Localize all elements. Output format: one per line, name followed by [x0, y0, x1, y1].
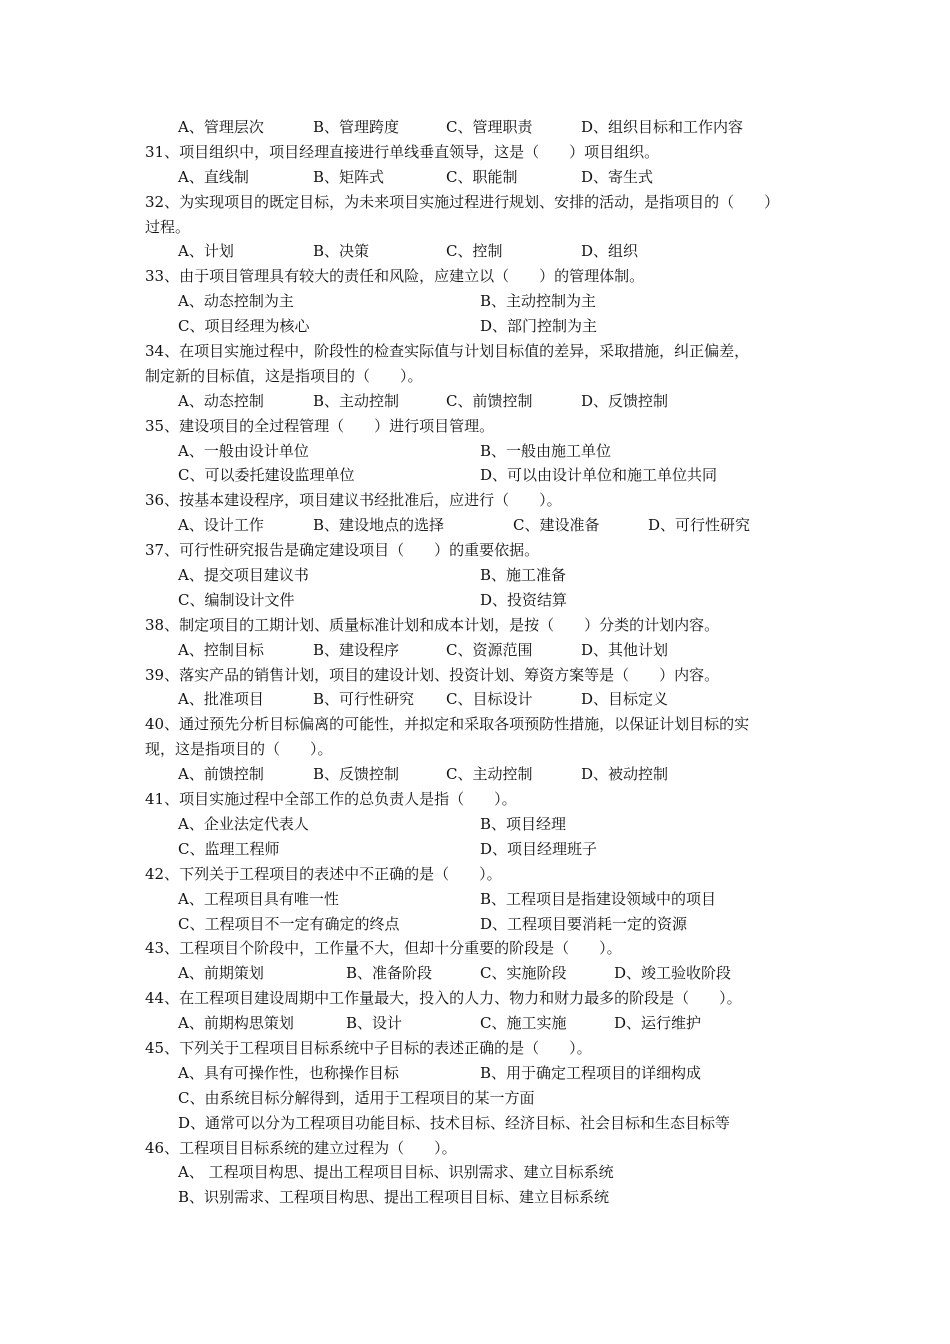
option-b: B、一般由施工单位 [480, 441, 612, 460]
options-row [145, 1111, 815, 1136]
option-a: A、计划 [178, 242, 234, 261]
option-b: B、主动控制 [313, 391, 400, 410]
option-b: B、设计 [346, 1014, 403, 1033]
option-a: A、动态控制为主 [178, 292, 294, 311]
options-row [145, 289, 815, 314]
options-row [145, 687, 815, 712]
question-text: 44、在工程项目建设周期中工作量最大，投入的人力、物力和财力最多的阶段是（ ）。 [145, 989, 742, 1008]
options-row [145, 1185, 815, 1210]
option-a: C、可以委托建设监理单位 [178, 466, 355, 485]
question-text: 37、可行性研究报告是确定建设项目（ ）的重要依据。 [145, 541, 540, 560]
question-text: 制定新的目标值，这是指项目的（ ）。 [145, 366, 423, 385]
question-text: 46、工程项目目标系统的建立过程为（ ）。 [145, 1138, 457, 1157]
option-b: B、准备阶段 [346, 964, 433, 983]
option-a: C、由系统目标分解得到，适用于工程项目的某一方面 [178, 1088, 535, 1107]
option-a: A、管理层次 [178, 118, 264, 136]
option-b: D、投资结算 [480, 590, 568, 609]
question-text: 38、制定项目的工期计划、质量标准计划和成本计划，是按（ ）分类的计划内容。 [145, 615, 720, 634]
option-b: B、项目经理 [480, 814, 567, 833]
option-b: D、项目经理班子 [480, 839, 598, 858]
option-d: D、组织 [581, 242, 639, 261]
option-d: D、可行性研究 [648, 516, 751, 535]
options-row [145, 837, 815, 862]
option-a: A、一般由设计单位 [178, 441, 309, 460]
question-text: 现，这是指项目的（ ）。 [145, 740, 333, 759]
option-c: C、控制 [446, 242, 503, 261]
option-d: D、组织目标和工作内容 [581, 118, 744, 136]
question-text: 39、落实产品的销售计划，项目的建设计划、投资计划、筹资方案等是（ ）内容。 [145, 665, 720, 684]
option-b: D、部门控制为主 [480, 317, 598, 336]
options-row [145, 638, 815, 663]
option-d: D、被动控制 [581, 765, 669, 784]
question-text: 36、按基本建设程序，项目建议书经批准后，应进行（ ）。 [145, 491, 562, 510]
option-a: D、通常可以分为工程项目功能目标、技术目标、经济目标、社会目标和生态目标等 [178, 1113, 731, 1132]
option-b: B、用于确定工程项目的详细构成 [480, 1063, 702, 1082]
options-row [145, 1086, 815, 1111]
options-row [145, 239, 815, 264]
options-row [145, 961, 815, 986]
options-row [145, 563, 815, 588]
options-row [145, 314, 815, 339]
options-row [145, 887, 815, 912]
option-d: D、寄生式 [581, 167, 654, 186]
option-a: A、动态控制 [178, 391, 264, 410]
option-b: B、可行性研究 [313, 690, 415, 709]
options-row [145, 588, 815, 613]
option-b: B、建设程序 [313, 640, 400, 659]
question-text: 43、工程项目个阶段中，工作量不大，但却十分重要的阶段是（ ）。 [145, 939, 622, 958]
option-b: B、工程项目是指建设领域中的项目 [480, 889, 717, 908]
options-row [145, 115, 815, 140]
option-b: B、矩阵式 [313, 167, 385, 186]
option-b: B、主动控制为主 [480, 292, 597, 311]
options-row [145, 812, 815, 837]
option-c: C、建设准备 [513, 516, 600, 535]
option-a: C、项目经理为核心 [178, 317, 310, 336]
options-row [145, 1160, 815, 1185]
options-row [145, 463, 815, 488]
question-text: 35、建设项目的全过程管理（ ）进行项目管理。 [145, 416, 495, 435]
question-text: 过程。 [145, 217, 191, 236]
option-a: C、工程项目不一定有确定的终点 [178, 914, 400, 933]
option-a: A、 工程项目构思、提出工程项目目标、识别需求、建立目标系统 [178, 1163, 614, 1182]
option-c: C、资源范围 [446, 640, 533, 659]
options-row [145, 439, 815, 464]
question-text: 33、由于项目管理具有较大的责任和风险，应建立以（ ）的管理体制。 [145, 267, 645, 286]
option-a: A、前期构思策划 [178, 1014, 294, 1033]
options-row [145, 912, 815, 937]
options-row [145, 513, 815, 538]
option-b: B、施工准备 [480, 566, 567, 585]
option-b: D、可以由设计单位和施工单位共同 [480, 466, 718, 485]
question-text: 45、下列关于工程项目目标系统中子目标的表述正确的是（ ）。 [145, 1038, 592, 1057]
option-c: C、前馈控制 [446, 391, 533, 410]
option-d: D、其他计划 [581, 640, 669, 659]
option-d: D、竣工验收阶段 [614, 964, 732, 983]
option-a: A、直线制 [178, 167, 249, 186]
question-text: 32、为实现项目的既定目标，为未来项目实施过程进行规划、安排的活动，是指项目的（ ） [145, 192, 780, 211]
option-b: B、反馈控制 [313, 765, 400, 784]
option-c: C、实施阶段 [480, 964, 567, 983]
question-text: 31、项目组织中，项目经理直接进行单线垂直领导，这是（ ）项目组织。 [145, 142, 660, 161]
question-text: 40、通过预先分析目标偏离的可能性，并拟定和采取各项预防性措施，以保证计划目标的实 [145, 715, 750, 734]
option-a: C、监理工程师 [178, 839, 280, 858]
option-a: A、控制目标 [178, 640, 264, 659]
option-b: D、工程项目要消耗一定的资源 [480, 914, 688, 933]
option-a: C、编制设计文件 [178, 590, 295, 609]
option-c: C、目标设计 [446, 690, 533, 709]
option-b: B、决策 [313, 242, 370, 261]
option-a: A、前期策划 [178, 964, 264, 983]
question-text: 34、在项目实施过程中，阶段性的检查实际值与计划目标值的差异，采取措施，纠正偏差， [145, 342, 750, 361]
option-c: C、管理职责 [446, 118, 533, 136]
options-row [145, 762, 815, 787]
question-text: 41、项目实施过程中全部工作的总负责人是指（ ）。 [145, 790, 517, 809]
options-row [145, 165, 815, 190]
option-a: A、工程项目具有唯一性 [178, 889, 339, 908]
option-a: A、企业法定代表人 [178, 814, 309, 833]
option-d: D、运行维护 [614, 1014, 702, 1033]
options-row [145, 1061, 815, 1086]
option-a: B、识别需求、工程项目构思、提出工程项目目标、建立目标系统 [178, 1188, 610, 1207]
option-c: C、主动控制 [446, 765, 533, 784]
option-a: A、具有可操作性，也称操作目标 [178, 1063, 399, 1082]
option-c: C、施工实施 [480, 1014, 567, 1033]
option-a: A、提交项目建议书 [178, 566, 309, 585]
option-c: C、职能制 [446, 167, 518, 186]
question-text: 42、下列关于工程项目的表述中不正确的是（ ）。 [145, 864, 502, 883]
option-b: B、管理跨度 [313, 118, 400, 136]
option-d: D、反馈控制 [581, 391, 669, 410]
question-list [145, 115, 815, 1210]
options-row [145, 389, 815, 414]
option-d: D、目标定义 [581, 690, 669, 709]
options-row [145, 1011, 815, 1036]
option-a: A、前馈控制 [178, 765, 264, 784]
option-a: A、设计工作 [178, 516, 264, 535]
option-b: B、建设地点的选择 [313, 516, 445, 535]
option-a: A、批准项目 [178, 690, 264, 709]
